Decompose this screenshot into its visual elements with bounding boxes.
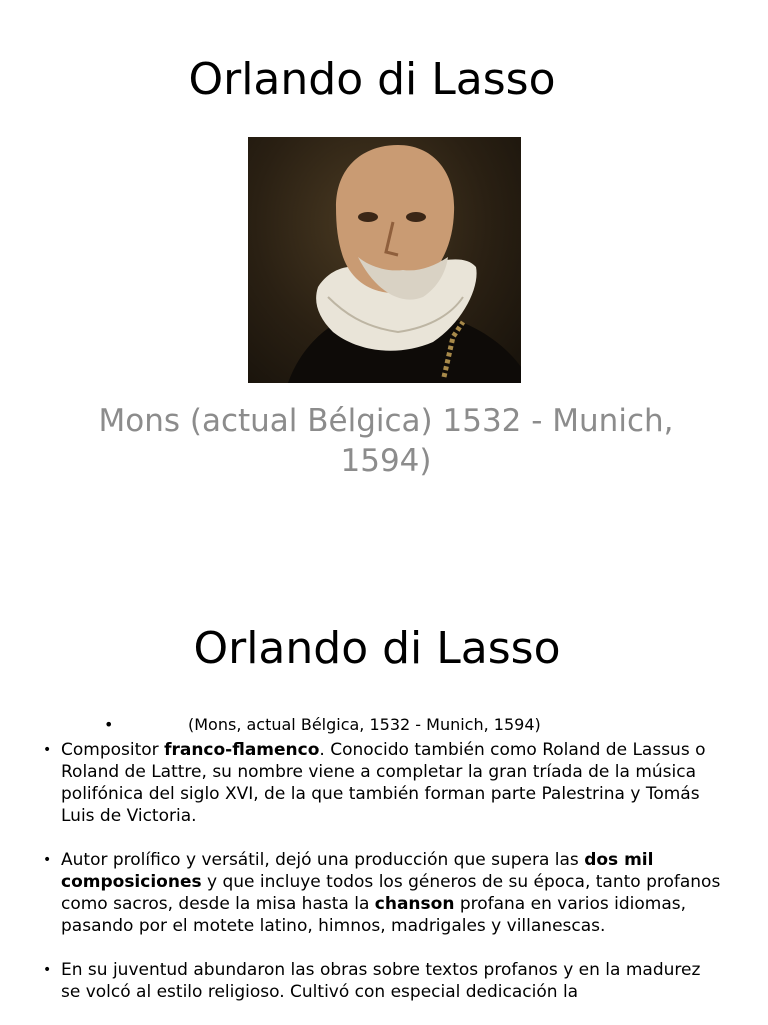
text-span: profana en varios idiomas, pasando por el motete latino, himnos, madrigales y villanescas. [61, 894, 686, 936]
bold-text: chanson [374, 894, 455, 914]
text-span: En su juventud abundaron las obras sobre textos profanos y en la madurez se volcó al estilo religioso. Cultivó con especial dedicación la [61, 960, 701, 1002]
bullet-marker: • [43, 962, 52, 978]
slide-title: Orlando di Lasso [188, 54, 556, 105]
slide-title: Orlando di Lasso [193, 623, 561, 674]
bullet-marker: • [43, 742, 52, 758]
date-text: (Mons, actual Bélgica, 1532 - Munich, 1594) [188, 715, 541, 734]
bold-text: franco-flamenco [164, 740, 320, 760]
list-item [43, 739, 723, 827]
bullet-marker: • [43, 852, 52, 868]
list-item [43, 959, 723, 1003]
text-span: Compositor [61, 740, 165, 760]
list-item [43, 849, 723, 937]
text-span: Autor prolífico y versátil, dejó una producción que supera las [61, 850, 585, 870]
portrait-image [248, 137, 521, 383]
date-line [104, 714, 541, 736]
bold-text: dos mil composiciones [61, 850, 654, 892]
portrait-icon [248, 137, 521, 383]
text-span: . Conocido también como Roland de Lassus o Roland de Lattre, su nombre viene a completar la gran tríada de la música polifónica del siglo XVI, de la que también forman parte Palestrina y Tomás Luis de Victoria. [61, 740, 706, 826]
bullet-list [43, 739, 723, 1025]
portrait-caption: Mons (actual Bélgica) 1532 - Munich, 1594) [98, 403, 674, 479]
text-span: y que incluye todos los géneros de su época, tanto profanos como sacros, desde la misa hasta la [61, 872, 721, 914]
bullet-marker: • [104, 715, 114, 734]
